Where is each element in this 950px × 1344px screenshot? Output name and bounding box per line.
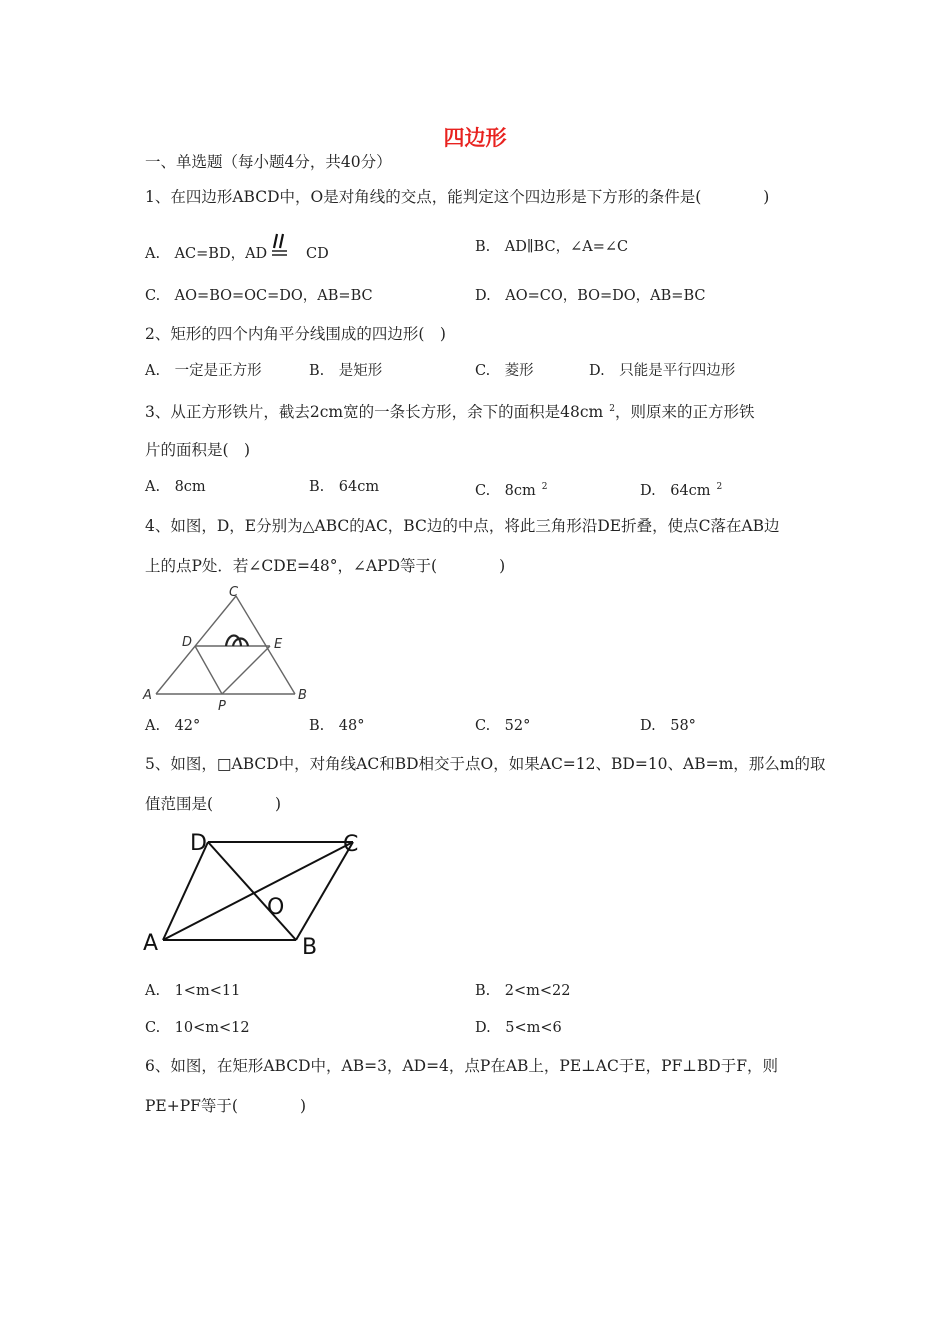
q1-stem: 1、在四边形ABCD中，O是对角线的交点，能判定这个四边形是下方形的条件是( ) [145, 188, 770, 206]
q5-label-o: O [267, 895, 285, 920]
q2-option-b: B. 是矩形 [309, 363, 383, 379]
q4-segment-ac [156, 596, 236, 694]
section-heading: 一、单选题（每小题4分，共40分） [145, 153, 392, 171]
q4-option-d: D. 58° [640, 718, 696, 734]
q5-option-c: C. 10<m<12 [145, 1020, 250, 1036]
q3-option-a: A. 8cm [145, 479, 206, 495]
q5-label-d: D [190, 831, 207, 856]
q5-parallelogram-figure [140, 822, 372, 962]
q6-stem-line2: PE+PF等于( ) [145, 1097, 307, 1115]
q4-stem-line1: 4、如图，D，E分别为△ABC的AC，BC边的中点，将此三角形沿DE折叠，使点C落在AB边 [145, 517, 780, 535]
q3-stem-line1 [145, 399, 754, 422]
q5-option-a: A. 1<m<11 [145, 983, 241, 999]
q5-stem-line2: 值范围是( ) [145, 795, 282, 813]
q4-segment-bc [236, 596, 295, 694]
q5-label-c: C [343, 832, 359, 857]
q2-stem: 2、矩形的四个内角平分线围成的四边形( ) [145, 325, 446, 343]
q4-angle-marks [226, 636, 248, 647]
q6-stem-line1: 6、如图，在矩形ABCD中，AB=3，AD=4，点P在AB上，PE⊥AC于E，PF⊥BD于F，则 [145, 1057, 778, 1075]
q3-option-d-text: D. 64cm [640, 483, 711, 499]
q3-option-c-text: C. 8cm [475, 483, 536, 499]
q3-option-d [640, 477, 722, 501]
q5-segment-da [163, 842, 208, 940]
q3-stem-tail: ，则原来的正方形铁 [614, 403, 755, 421]
q4-option-c: C. 52° [475, 718, 531, 734]
q3-option-b: B. 64cm [309, 479, 380, 495]
q3-stem-line2: 片的面积是( ) [145, 441, 251, 459]
q5-option-d: D. 5<m<6 [475, 1020, 562, 1036]
q4-label-d: D [182, 635, 193, 650]
q1-option-d: D. AO=CO，BO=DO，AB=BC [475, 288, 706, 304]
q4-label-p: P [218, 699, 226, 712]
q1-option-a-text: A. AC=BD，AD [145, 246, 268, 262]
q5-diagonal-bd [208, 842, 296, 940]
q4-segment-ep [222, 646, 270, 694]
q5-label-a: A [143, 931, 159, 956]
q5-stem-line1: 5、如图，□ABCD中，对角线AC和BD相交于点O，如果AC=12、BD=10、AB=m，那么m的取 [145, 755, 826, 773]
q4-segment-dp [195, 646, 222, 694]
q4-label-e: E [274, 637, 283, 652]
q3-option-d-superscript: 2 [716, 482, 723, 492]
page-title: 四边形 [443, 126, 507, 150]
q2-option-c: C. 菱形 [475, 363, 534, 379]
q3-stem-superscript: 2 [609, 404, 615, 414]
q4-label-b: B [298, 688, 307, 703]
q4-label-c: C [229, 585, 239, 600]
q3-option-c [475, 477, 548, 501]
q1-option-b: B. AD∥BC，∠A=∠C [475, 239, 629, 255]
parallel-equal-symbol-icon [270, 232, 290, 260]
q3-option-c-superscript: 2 [541, 482, 548, 492]
q5-option-b: B. 2<m<22 [475, 983, 571, 999]
q3-stem-text: 3、从正方形铁片，截去2cm宽的一条长方形，余下的面积是48cm [145, 403, 604, 421]
q2-option-a: A. 一定是正方形 [145, 363, 262, 379]
q2-option-d: D. 只能是平行四边形 [589, 363, 736, 379]
q5-label-b: B [302, 935, 318, 960]
q4-triangle-figure [140, 582, 320, 712]
q4-option-a: A. 42° [145, 718, 201, 734]
q1-option-a-tail: CD [306, 246, 329, 262]
q4-stem-line2: 上的点P处．若∠CDE=48°，∠APD等于( ) [145, 557, 506, 575]
q4-label-a: A [143, 688, 152, 703]
q4-option-b: B. 48° [309, 718, 365, 734]
q1-option-c: C. AO=BO=OC=DO，AB=BC [145, 288, 373, 304]
q1-option-a [145, 244, 267, 264]
